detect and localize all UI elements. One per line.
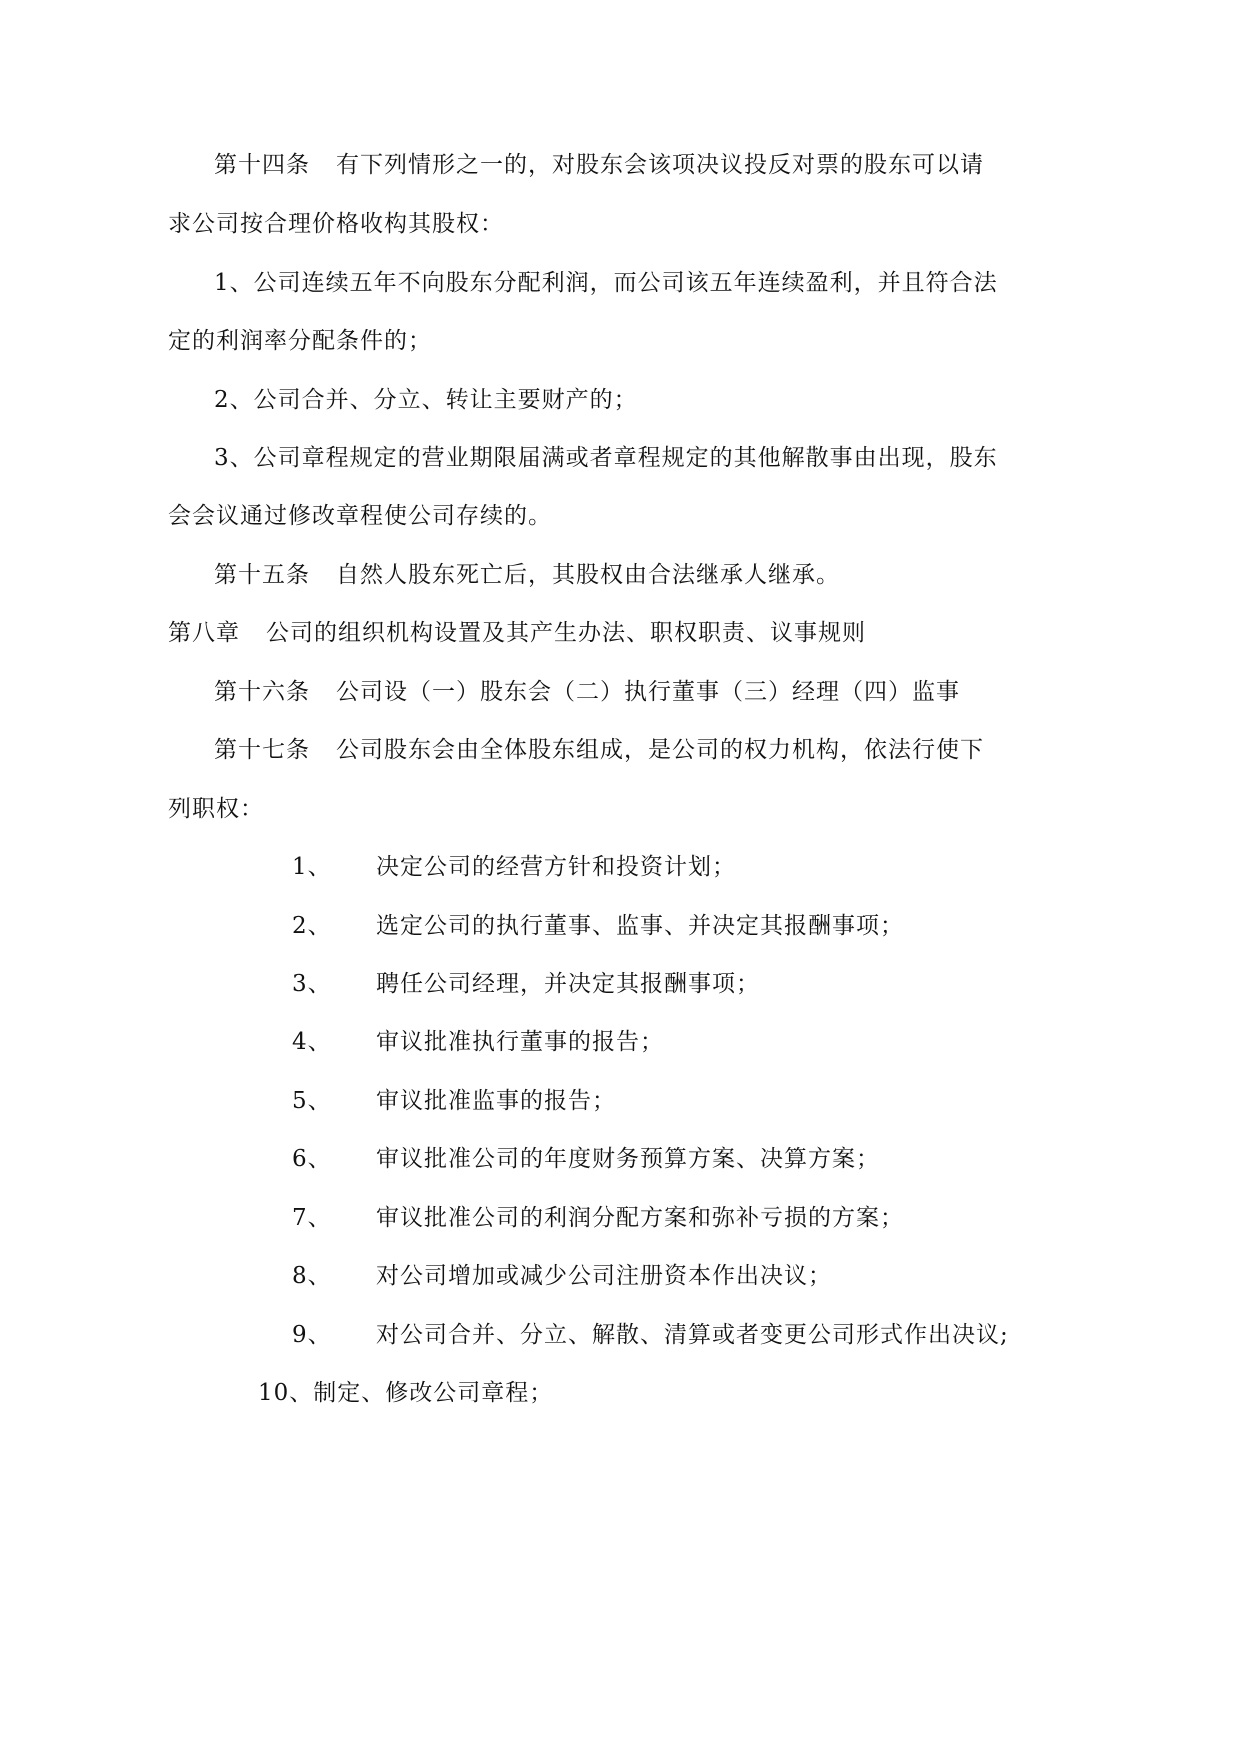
article-17-item: [292, 1261, 832, 1291]
article-14-text: 有下列情形之一的，对股东会该项决议投反对票的股东可以请: [336, 152, 984, 178]
article-14-item-1-line-1: 1、公司连续五年不向股东分配利润，而公司该五年连续盈利，并且符合法: [214, 270, 998, 296]
article-14-heading: 第十四条: [214, 152, 310, 178]
item-number: 5、: [292, 1088, 332, 1114]
article-15-heading: 第十五条: [214, 562, 310, 588]
article-17-item: [292, 1320, 1009, 1350]
article-17-item: [292, 1144, 880, 1174]
article-17-item: [292, 1203, 904, 1233]
article-16-heading: 第十六条: [214, 679, 310, 705]
chapter-8-label: 第八章: [168, 620, 240, 646]
item-number: 4、: [292, 1029, 332, 1055]
item-number: 7、: [292, 1205, 332, 1231]
article-14-line-2: 求公司按合理价格收构其股权：: [168, 211, 504, 237]
item-text: 对公司增加或减少公司注册资本作出决议；: [376, 1263, 832, 1289]
article-14-item-3-line-2: 会会议通过修改章程使公司存续的。: [168, 503, 552, 529]
article-15-text: 自然人股东死亡后，其股权由合法继承人继承。: [336, 562, 840, 588]
item-number: 3、: [292, 971, 332, 997]
item-text: 审议批准公司的利润分配方案和弥补亏损的方案；: [376, 1205, 904, 1231]
item-text: 决定公司的经营方针和投资计划；: [376, 854, 736, 880]
article-14-item-1-line-2: 定的利润率分配条件的；: [168, 328, 432, 354]
item-number: 1、: [292, 854, 332, 880]
item-text: 对公司合并、分立、解散、清算或者变更公司形式作出决议;: [376, 1322, 1009, 1348]
article-15: [214, 560, 840, 590]
item-number: 9、: [292, 1322, 332, 1348]
item-number: 6、: [292, 1146, 332, 1172]
item-text: 审议批准监事的报告；: [376, 1088, 616, 1114]
item-text: 审议批准公司的年度财务预算方案、决算方案；: [376, 1146, 880, 1172]
article-17-item: [292, 1086, 616, 1116]
article-17-item: [292, 911, 904, 941]
article-17-item-10: 10、制定、修改公司章程；: [258, 1380, 554, 1406]
chapter-8-heading: [168, 618, 866, 648]
item-text: 审议批准执行董事的报告；: [376, 1029, 664, 1055]
article-17-line-1: [214, 735, 984, 765]
item-text: 聘任公司经理，并决定其报酬事项；: [376, 971, 760, 997]
article-17-item: [292, 1027, 664, 1057]
article-16: [214, 677, 960, 707]
article-17-heading: 第十七条: [214, 737, 310, 763]
item-number: 2、: [292, 913, 332, 939]
article-14-line-1: [214, 150, 984, 180]
chapter-8-title: 公司的组织机构设置及其产生办法、职权职责、议事规则: [266, 620, 866, 646]
article-17-item: [292, 969, 760, 999]
item-text: 选定公司的执行董事、监事、并决定其报酬事项；: [376, 913, 904, 939]
article-17-item: [292, 852, 736, 882]
article-14-item-3-line-1: 3、公司章程规定的营业期限届满或者章程规定的其他解散事由出现，股东: [214, 445, 998, 471]
article-14-item-2: 2、公司合并、分立、转让主要财产的；: [214, 387, 638, 413]
item-number: 8、: [292, 1263, 332, 1289]
article-17-line-2: 列职权：: [168, 796, 264, 822]
article-17-text: 公司股东会由全体股东组成，是公司的权力机构，依法行使下: [336, 737, 984, 763]
article-16-text: 公司设（一）股东会（二）执行董事（三）经理（四）监事: [336, 679, 960, 705]
